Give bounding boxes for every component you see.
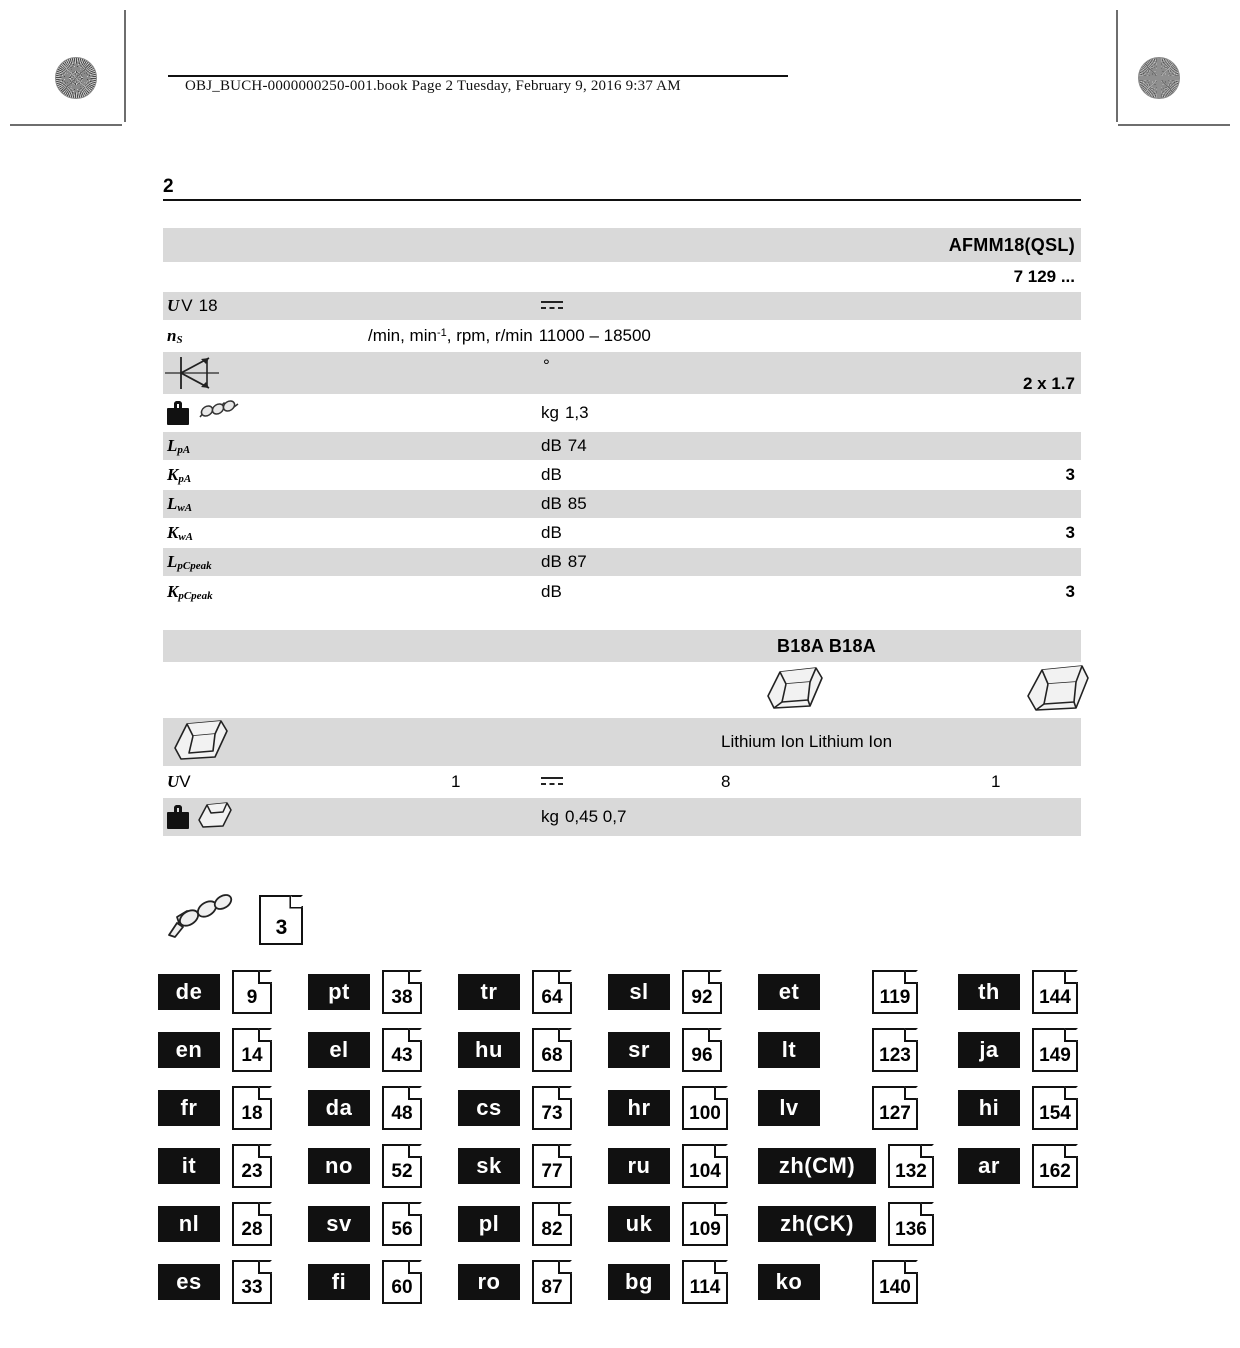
battery-pack-icon <box>1018 660 1098 721</box>
tool-partnumber-row <box>163 262 1081 292</box>
language-page-box-sk[interactable] <box>532 1144 572 1188</box>
kpa-value: 3 <box>1065 465 1075 484</box>
dc-current-icon <box>541 777 563 788</box>
weight-unit-cell <box>541 394 589 432</box>
language-page-box-no[interactable] <box>382 1144 422 1188</box>
language-page-number: 18 <box>241 1103 263 1124</box>
language-page-number: 104 <box>689 1161 721 1182</box>
battery-chemistry-row <box>163 718 1081 766</box>
language-index-grid <box>158 966 1098 1314</box>
language-badge-hu[interactable]: hu <box>458 1032 520 1068</box>
language-page-number: 119 <box>879 987 911 1008</box>
language-badge-zhcm[interactable]: zh(CM) <box>758 1148 876 1184</box>
language-page-number: 109 <box>689 1219 721 1240</box>
oscillation-angle-value: 2 x 1.7 <box>1023 374 1075 393</box>
language-badge-es[interactable]: es <box>158 1264 220 1300</box>
battery-image-row <box>163 662 1081 718</box>
battery-voltage-row <box>163 766 1081 798</box>
language-badge-ko[interactable]: ko <box>758 1264 820 1300</box>
kwa-unit-cell <box>541 518 562 548</box>
registration-mark-upper-left <box>55 130 101 176</box>
language-page-number: 23 <box>241 1161 263 1182</box>
battery-dc-icon-cell <box>541 766 563 798</box>
kwa-symbol-cell <box>167 518 193 548</box>
dc-current-icon-cell <box>541 292 563 320</box>
battery-voltage-value-1-cell <box>451 766 460 798</box>
battery-weight-unit: kg <box>541 807 559 826</box>
language-page-box-bg[interactable] <box>682 1260 728 1304</box>
lwa-value: 85 <box>567 494 587 513</box>
language-badge-cs[interactable]: cs <box>458 1090 520 1126</box>
language-page-number: 140 <box>879 1277 911 1298</box>
language-badge-de[interactable]: de <box>158 974 220 1010</box>
language-badge-th[interactable]: th <box>958 974 1020 1010</box>
page-rule <box>163 199 1081 201</box>
table-row-speed <box>163 320 1081 352</box>
lpcpeak-value: 87 <box>567 552 587 571</box>
language-badge-sv[interactable]: sv <box>308 1206 370 1242</box>
language-badge-nl[interactable]: nl <box>158 1206 220 1242</box>
kpa-subscript: pA <box>178 473 192 485</box>
weight-unit: kg <box>541 403 559 422</box>
registration-mark-upper-right <box>1138 130 1184 176</box>
language-page-number: 14 <box>241 1045 263 1066</box>
language-page-number: 60 <box>391 1277 413 1298</box>
lpa-unit: dB <box>541 436 562 455</box>
language-badge-sl[interactable]: sl <box>608 974 670 1010</box>
language-badge-en[interactable]: en <box>158 1032 220 1068</box>
language-page-box-sr[interactable] <box>682 1028 722 1072</box>
language-page-box-da[interactable] <box>382 1086 422 1130</box>
reference-page-box <box>259 895 303 945</box>
voltage-unit: V <box>181 296 193 315</box>
language-page-number: 77 <box>541 1161 563 1182</box>
language-page-box-ja[interactable] <box>1032 1028 1078 1072</box>
language-badge-sk[interactable]: sk <box>458 1148 520 1184</box>
table-row-kpa <box>163 460 1081 490</box>
language-badge-ar[interactable]: ar <box>958 1148 1020 1184</box>
language-badge-hr[interactable]: hr <box>608 1090 670 1126</box>
lwa-symbol: L <box>167 494 178 513</box>
table-row-lpcpeak <box>163 548 1081 576</box>
language-page-box-fi[interactable] <box>382 1260 422 1304</box>
lwa-value-cell <box>541 490 587 518</box>
language-page-box-uk[interactable] <box>682 1202 728 1246</box>
language-badge-pt[interactable]: pt <box>308 974 370 1010</box>
language-page-number: 144 <box>1039 987 1071 1008</box>
kpa-unit-cell <box>541 460 562 490</box>
language-page-box-nl[interactable] <box>232 1202 272 1246</box>
weight-icon-cell <box>167 394 242 432</box>
table-row-voltage <box>163 292 1081 320</box>
voltage-symbol: U <box>167 296 180 315</box>
battery-chemistry-value: Lithium Ion Lithium Ion <box>721 732 893 751</box>
language-row <box>158 1082 1098 1140</box>
language-page-number: 162 <box>1039 1161 1071 1182</box>
trim-line-top-left <box>10 124 122 126</box>
language-page-number: 123 <box>879 1045 911 1066</box>
oscillation-angle-icon-cell <box>163 352 225 394</box>
file-header-text: OBJ_BUCH-0000000250-001.book Page 2 Tuesday, February 9, 2016 9:37 AM <box>185 78 681 94</box>
voltage-value: 18 <box>198 296 218 315</box>
language-page-box-zhck[interactable] <box>888 1202 934 1246</box>
language-badge-da[interactable]: da <box>308 1090 370 1126</box>
language-page-box-hu[interactable] <box>532 1028 572 1072</box>
lpa-value-cell <box>541 432 587 460</box>
lwa-symbol-cell <box>167 490 192 518</box>
language-badge-no[interactable]: no <box>308 1148 370 1184</box>
lwa-subscript: wA <box>177 502 193 514</box>
lpa-symbol-cell <box>167 432 190 460</box>
tool-model-cell <box>949 228 1075 262</box>
language-badge-el[interactable]: el <box>308 1032 370 1068</box>
trim-line-right <box>1116 10 1118 122</box>
weight-icon <box>167 805 189 829</box>
language-badge-fr[interactable]: fr <box>158 1090 220 1126</box>
language-page-box-th[interactable] <box>1032 970 1078 1014</box>
kwa-value-cell <box>1066 518 1075 548</box>
speed-symbol-subscript: S <box>176 334 183 346</box>
table-row-kwa <box>163 518 1081 548</box>
kpa-value-cell <box>1066 460 1075 490</box>
voltage-symbol-cell <box>167 292 218 320</box>
lpa-value: 74 <box>567 436 587 455</box>
language-page-box-lt[interactable] <box>872 1028 918 1072</box>
trim-line-left <box>124 10 126 122</box>
battery-chemistry-cell <box>721 718 892 766</box>
table-row-kpcpeak <box>163 576 1081 608</box>
language-page-number: 68 <box>541 1045 563 1066</box>
language-page-box-de[interactable] <box>232 970 272 1014</box>
weight-icon <box>167 401 189 425</box>
battery-weight-row <box>163 798 1081 836</box>
density-patch-left-icon <box>55 57 97 99</box>
table-row-weight <box>163 394 1081 432</box>
lwa-unit: dB <box>541 494 562 513</box>
language-page-box-sv[interactable] <box>382 1202 422 1246</box>
tool-model-value: AFMM18(QSL) <box>948 234 1075 255</box>
language-badge-uk[interactable]: uk <box>608 1206 670 1242</box>
speed-unit-cell <box>368 320 651 352</box>
speed-symbol-cell <box>167 320 183 352</box>
language-page-number: 87 <box>541 1277 563 1298</box>
language-badge-ru[interactable]: ru <box>608 1148 670 1184</box>
lpcpeak-value-cell <box>541 548 587 576</box>
battery-model-value: B18A B18A <box>777 635 877 656</box>
battery-voltage-unit: V <box>179 772 191 791</box>
language-page-box-el[interactable] <box>382 1028 422 1072</box>
language-page-number: 9 <box>246 987 258 1008</box>
kpcpeak-unit: dB <box>541 582 562 601</box>
kpcpeak-symbol: K <box>167 582 179 601</box>
battery-model-row <box>163 630 1081 662</box>
tool-spec-table <box>163 228 1081 608</box>
battery-voltage-value-2: 8 <box>721 772 731 791</box>
language-page-number: 132 <box>895 1161 927 1182</box>
battery-weight-icon-cell <box>167 798 234 836</box>
kwa-subscript: wA <box>178 531 194 543</box>
language-badge-sr[interactable]: sr <box>608 1032 670 1068</box>
accessory-reference <box>163 893 303 946</box>
tool-partnumber-cell <box>1014 262 1075 292</box>
language-page-number: 127 <box>879 1103 911 1124</box>
language-page-number: 154 <box>1039 1103 1071 1124</box>
language-page-box-ro[interactable] <box>532 1260 572 1304</box>
registration-mark-mid-left <box>55 848 101 894</box>
lpa-subscript: pA <box>177 444 191 456</box>
kpa-symbol-cell <box>167 460 191 490</box>
kwa-unit: dB <box>541 523 562 542</box>
tool-partnumber-value: 7 129 ... <box>1013 267 1075 286</box>
language-page-box-ru[interactable] <box>682 1144 728 1188</box>
lpcpeak-symbol-cell <box>167 548 212 576</box>
header-rule <box>168 75 788 77</box>
table-row-lwa <box>163 490 1081 518</box>
language-page-box-zhcm[interactable] <box>888 1144 934 1188</box>
battery-voltage-value-3-cell <box>991 766 1000 798</box>
language-page-box-it[interactable] <box>232 1144 272 1188</box>
kwa-value: 3 <box>1065 523 1075 542</box>
multi-tool-icon <box>196 398 242 429</box>
registration-mark-top-left <box>140 57 186 103</box>
language-badge-fi[interactable]: fi <box>308 1264 370 1300</box>
battery-spec-table <box>163 630 1081 836</box>
language-page-box-lv[interactable] <box>872 1086 918 1130</box>
registration-mark-top-right <box>1053 57 1099 103</box>
language-page-number: 149 <box>1039 1045 1071 1066</box>
language-page-number: 92 <box>691 987 713 1008</box>
page-number: 2 <box>163 176 174 197</box>
language-row <box>158 1024 1098 1082</box>
language-badge-lv[interactable]: lv <box>758 1090 820 1126</box>
dc-current-icon <box>541 301 563 312</box>
battery-voltage-symbol: U <box>167 772 180 791</box>
language-page-number: 43 <box>391 1045 413 1066</box>
language-page-number: 56 <box>391 1219 413 1240</box>
density-patch-right-icon <box>1138 57 1180 99</box>
battery-voltage-symbol-cell <box>167 766 191 798</box>
lpcpeak-symbol: L <box>167 552 178 571</box>
language-row <box>158 1140 1098 1198</box>
language-page-box-ar[interactable] <box>1032 1144 1078 1188</box>
speed-unit: /min, $\min^{-1}$, rpm, r/min <box>368 326 533 345</box>
tool-model-row <box>163 228 1081 262</box>
language-page-number: 33 <box>241 1277 263 1298</box>
lpcpeak-subscript: pCpeak <box>177 560 212 572</box>
oscillation-angle-icon <box>163 353 225 393</box>
battery-voltage-value-2-cell <box>721 766 730 798</box>
battery-voltage-value-3: 1 <box>991 772 1001 791</box>
language-page-number: 100 <box>689 1103 721 1124</box>
language-page-box-pl[interactable] <box>532 1202 572 1246</box>
kpa-unit: dB <box>541 465 562 484</box>
weight-value: 1,3 <box>564 403 589 422</box>
table-row-oscillation-angle <box>163 352 1081 394</box>
kpcpeak-value-cell <box>1066 576 1075 608</box>
language-page-number: 82 <box>541 1219 563 1240</box>
language-badge-pl[interactable]: pl <box>458 1206 520 1242</box>
battery-image-cell-1 <box>758 662 830 718</box>
language-page-number: 96 <box>691 1045 713 1066</box>
language-page-number: 136 <box>895 1219 927 1240</box>
speed-symbol: nS <box>167 326 183 346</box>
battery-pack-icon <box>758 662 830 719</box>
language-page-box-pt[interactable] <box>382 970 422 1014</box>
language-row <box>158 1198 1098 1256</box>
multi-tool-icon <box>163 893 241 946</box>
battery-voltage-value-1: 1 <box>451 772 461 791</box>
kpcpeak-unit-cell <box>541 576 562 608</box>
language-badge-tr[interactable]: tr <box>458 974 520 1010</box>
language-badge-et[interactable]: et <box>758 974 820 1010</box>
language-page-number: 64 <box>541 987 563 1008</box>
language-page-box-en[interactable] <box>232 1028 272 1072</box>
reference-page-number: 3 <box>275 915 288 939</box>
battery-image-cell-2 <box>1018 662 1098 718</box>
language-page-box-et[interactable] <box>872 970 918 1014</box>
language-page-number: 73 <box>541 1103 563 1124</box>
speed-value: 11000 – 18500 <box>538 326 651 345</box>
language-badge-ro[interactable]: ro <box>458 1264 520 1300</box>
language-badge-hi[interactable]: hi <box>958 1090 1020 1126</box>
kpa-symbol: K <box>167 465 179 484</box>
battery-pack-icon <box>167 716 233 769</box>
language-badge-lt[interactable]: lt <box>758 1032 820 1068</box>
language-page-box-sl[interactable] <box>682 970 722 1014</box>
language-page-box-tr[interactable] <box>532 970 572 1014</box>
language-row <box>158 966 1098 1024</box>
oscillation-angle-unit: ° <box>543 356 550 375</box>
language-page-number: 38 <box>391 987 413 1008</box>
kwa-symbol: K <box>167 523 179 542</box>
language-page-number: 48 <box>391 1103 413 1124</box>
battery-model-cell <box>777 630 876 662</box>
language-badge-zhck[interactable]: zh(CK) <box>758 1206 876 1242</box>
lpa-symbol: L <box>167 436 178 455</box>
battery-weight-value-cell <box>541 798 626 836</box>
trim-line-top-right <box>1118 124 1230 126</box>
battery-weight-values: 0,45 0,7 <box>564 807 627 826</box>
kpcpeak-symbol-cell <box>167 576 213 608</box>
language-page-box-hi[interactable] <box>1032 1086 1078 1130</box>
language-badge-ja[interactable]: ja <box>958 1032 1020 1068</box>
language-page-number: 52 <box>391 1161 413 1182</box>
lpcpeak-unit: dB <box>541 552 562 571</box>
oscillation-angle-value-cell <box>1023 352 1075 396</box>
language-row <box>158 1256 1098 1314</box>
language-page-box-fr[interactable] <box>232 1086 272 1130</box>
language-badge-it[interactable]: it <box>158 1148 220 1184</box>
language-page-box-hr[interactable] <box>682 1086 728 1130</box>
battery-chemistry-icon-cell <box>167 718 233 766</box>
language-page-box-cs[interactable] <box>532 1086 572 1130</box>
kpcpeak-subscript: pCpeak <box>178 590 213 602</box>
language-page-box-es[interactable] <box>232 1260 272 1304</box>
table-row-lpa <box>163 432 1081 460</box>
oscillation-angle-unit-cell <box>543 352 550 398</box>
kpcpeak-value: 3 <box>1065 582 1075 601</box>
language-badge-bg[interactable]: bg <box>608 1264 670 1300</box>
language-page-box-ko[interactable] <box>872 1260 918 1304</box>
battery-pack-icon <box>194 800 234 835</box>
language-page-number: 28 <box>241 1219 263 1240</box>
language-page-number: 114 <box>689 1277 721 1298</box>
registration-mark-mid-right <box>1138 848 1184 894</box>
